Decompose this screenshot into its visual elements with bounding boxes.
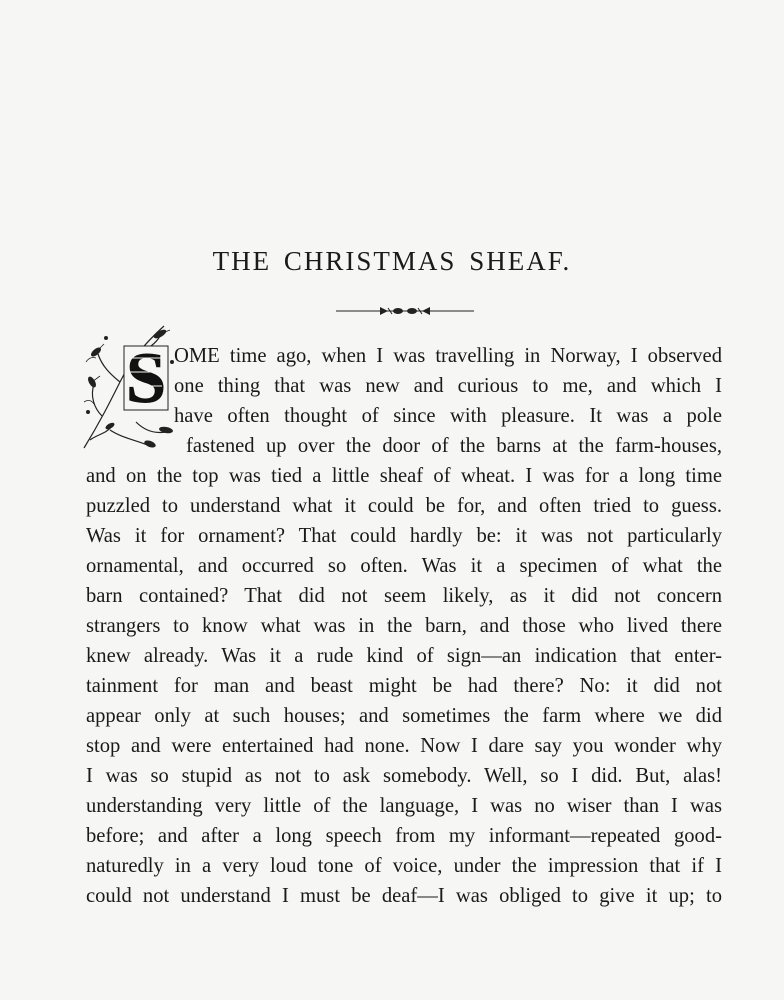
text-line-16: understanding very little of the language, I was no wiser than I was [86, 795, 722, 817]
text-line-4: fastened up over the door of the barns at the farm-houses, [186, 435, 722, 457]
text-line-13: appear only at such houses; and sometimes the farm where we did [86, 705, 722, 727]
title-ornament [336, 304, 474, 318]
ornamental-drop-cap [80, 322, 178, 452]
drop-cap-letter: S [125, 338, 167, 418]
text-line-8: ornamental, and occurred so often. Was it a specimen of what the [86, 555, 722, 577]
text-line-6: puzzled to understand what it could be for, and often tried to guess. [86, 495, 722, 517]
page-title: THE CHRISTMAS SHEAF. [212, 246, 572, 276]
text-line-17: before; and after a long speech from my informant—repeated good- [86, 825, 722, 847]
text-line-3: have often thought of since with pleasure. It was a pole [174, 405, 722, 427]
text-line-12: tainment for man and beast might be had there? No: it did not [86, 675, 722, 697]
text-line-5: and on the top was tied a little sheaf of wheat. I was for a long time [86, 465, 722, 487]
text-line-9: barn contained? That did not seem likely, as it did not concern [86, 585, 722, 607]
text-line-15: I was so stupid as not to ask somebody. Well, so I did. But, alas! [86, 765, 722, 787]
text-line-11: knew already. Was it a rude kind of sign—an indication that enter- [86, 645, 722, 667]
text-line-18: naturedly in a very loud tone of voice, under the impression that if I [86, 855, 722, 877]
text-line-14: stop and were entertained had none. Now I dare say you wonder why [86, 735, 722, 757]
text-line-7: Was it for ornament? That could hardly be: it was not particularly [86, 525, 722, 547]
bleed-through-text [0, 120, 784, 141]
text-line-19: could not understand I must be deaf—I was obliged to give it up; to [86, 885, 722, 907]
text-line-10: strangers to know what was in the barn, and those who lived there [86, 615, 722, 637]
text-line-1: OME time ago, when I was travelling in Norway, I observed [174, 345, 722, 367]
text-line-2: one thing that was new and curious to me, and which I [174, 375, 722, 397]
foliage-ornament-icon [80, 322, 178, 452]
